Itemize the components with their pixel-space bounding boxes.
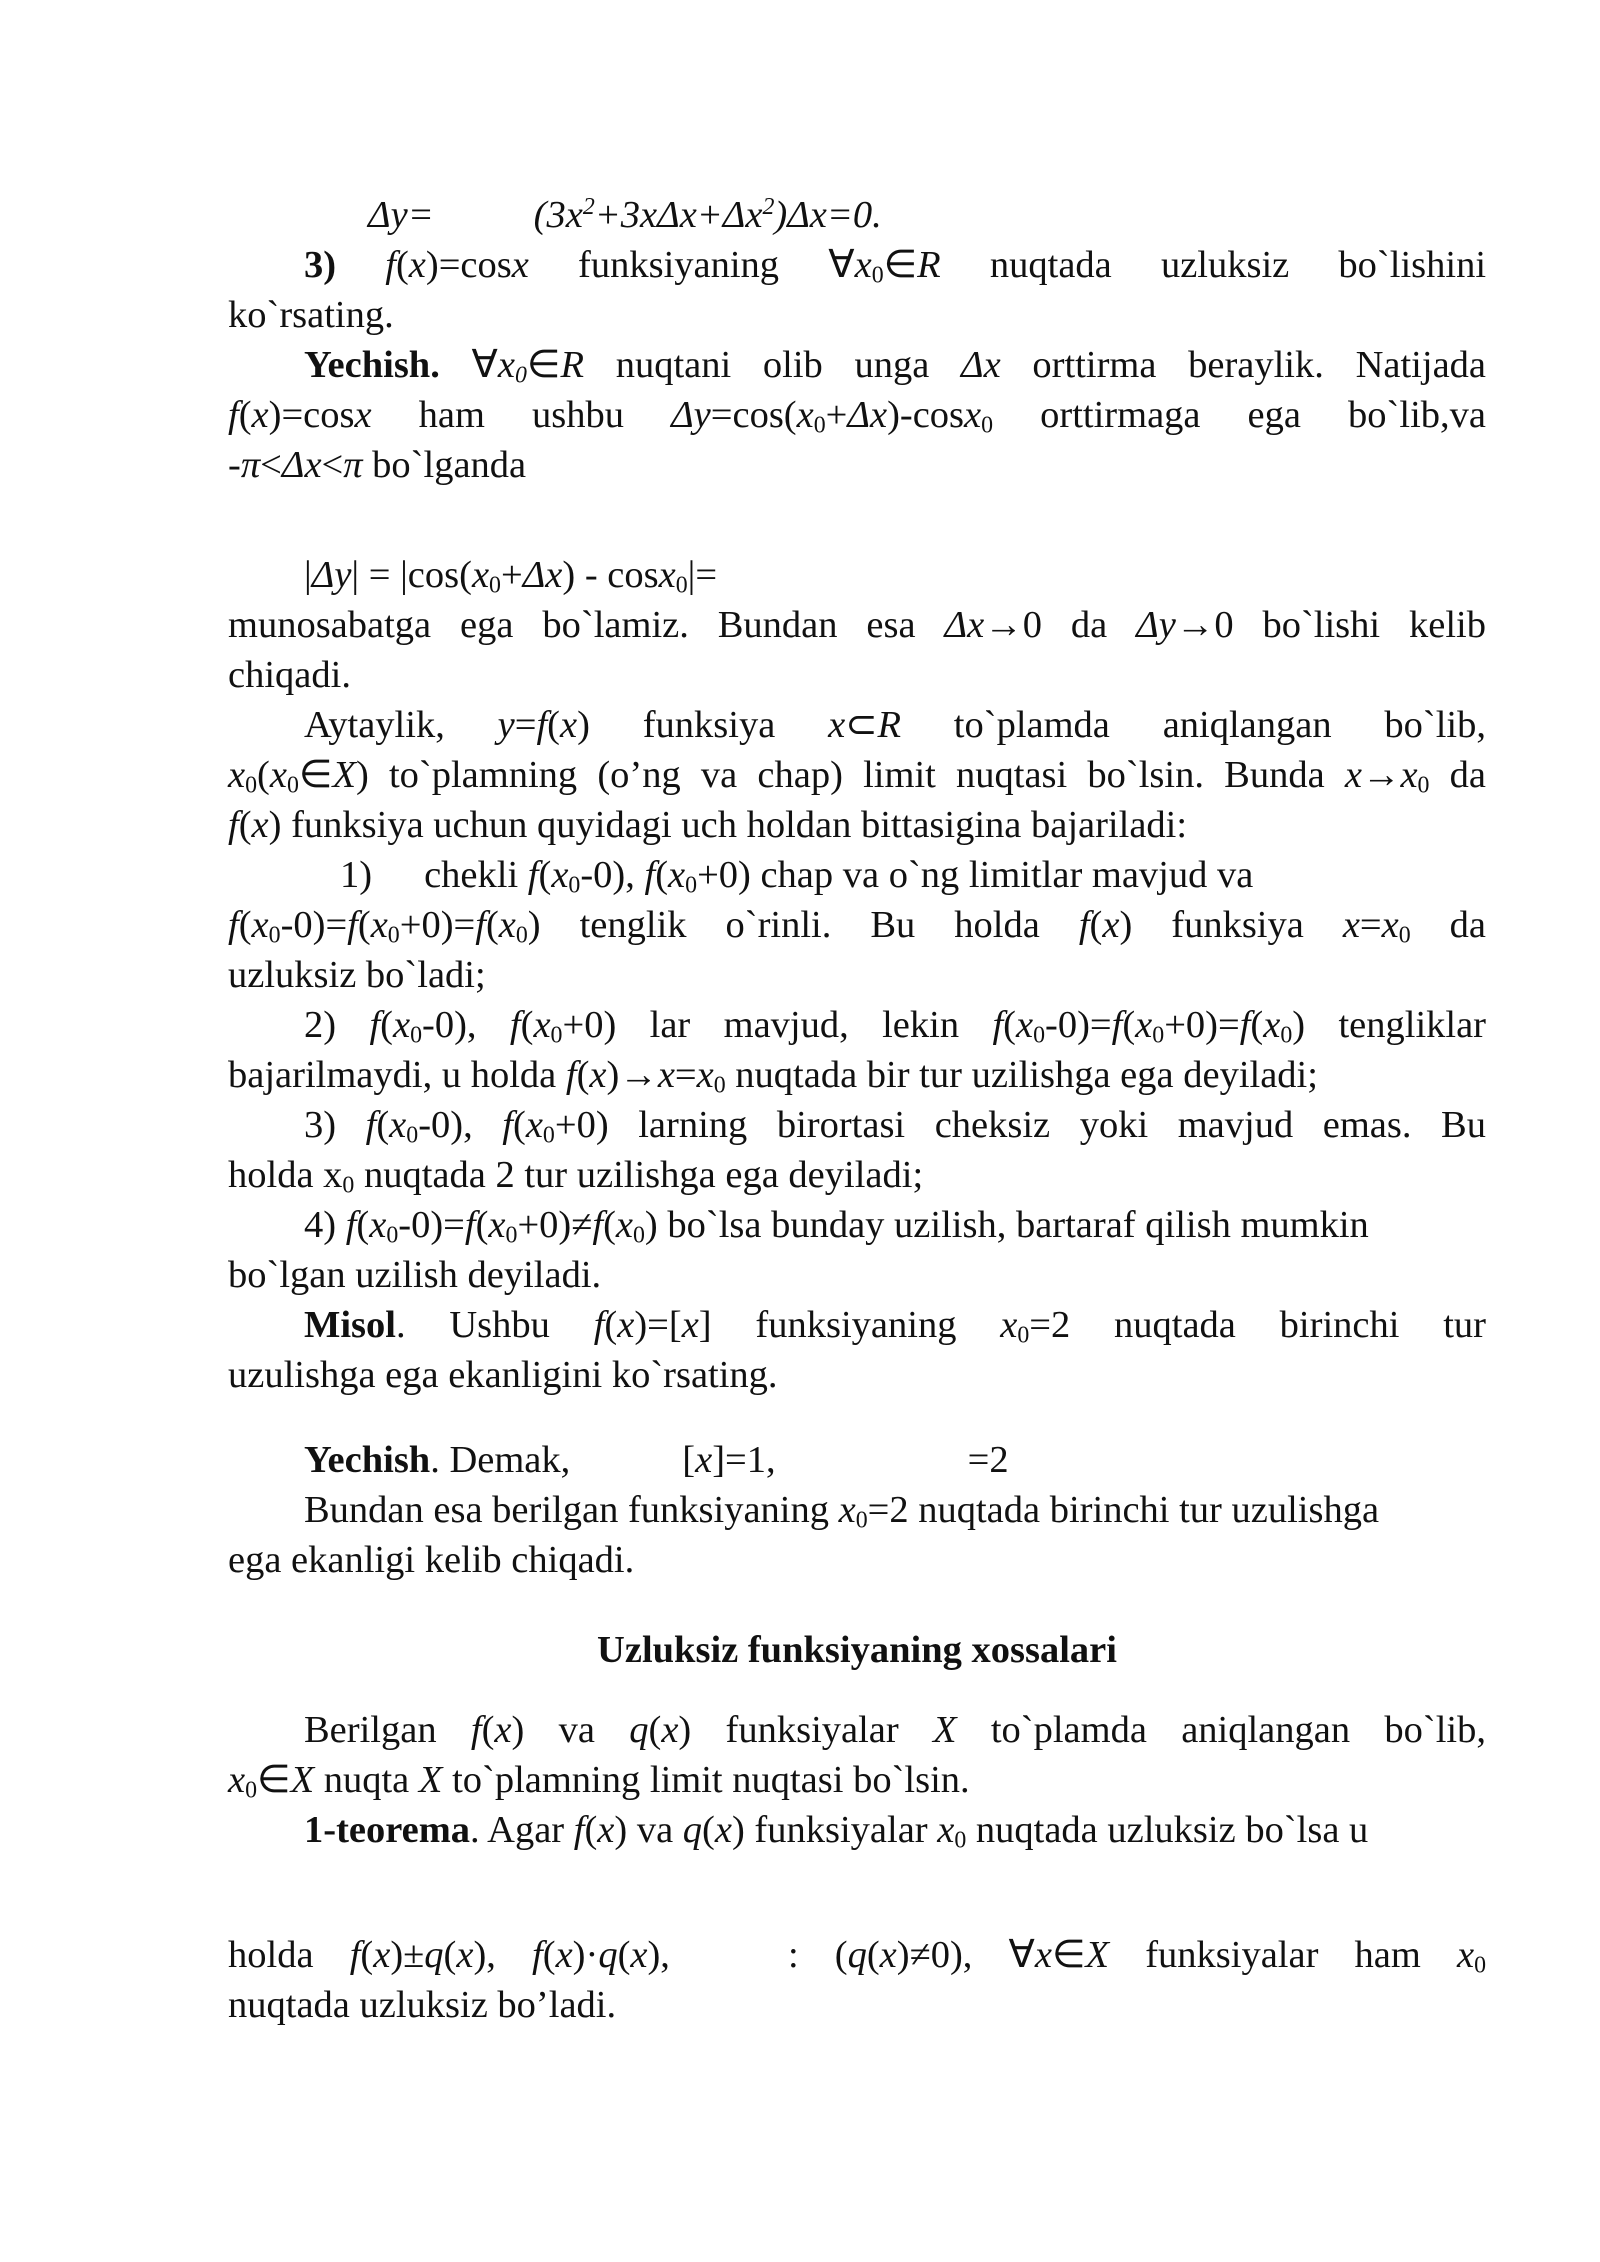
text-line: ega ekanligi kelib chiqadi. <box>228 1539 635 1581</box>
case-3: 3) $f(x_0-0)$, $f(x_0+0)$ larning birortasi cheksiz yoki mavjud emas. Bu <box>304 1104 1486 1149</box>
text-line: chiqadi. <box>228 654 351 696</box>
formula-delta-y: $\Delta y= (3x^2+3x\Delta x+\Delta x^2)\Delta x=0$. <box>368 193 882 236</box>
text-line: holda $x_0$ nuqtada 2 tur uzilishga ega deyiladi; <box>228 1154 924 1199</box>
section-intro: Berilgan f(x) va q(x) funksiyalar X to`plamda aniqlangan bo`lib, <box>304 1709 1486 1751</box>
text-line: $x_0(x_0\in X)$ to`plamning (o’ng va chap) limit nuqtasi bo`lsin. Bunda $x\to x_0$ da <box>228 754 1487 799</box>
text-line: $f(x_0-0)=f(x_0+0)=f(x_0)$ tenglik o`rinli. Bu holda f(x) funksiya $x=x_0$ da <box>228 904 1486 949</box>
text-line: nuqtada uzluksiz bo’ladi. <box>228 1984 617 2026</box>
example-statement: Misol. Ushbu f(x)=[x] funksiyaning $x_0=2$ nuqtada birinchi tur <box>304 1304 1486 1349</box>
section-heading: Uzluksiz funksiyaning xossalari <box>597 1629 1117 1671</box>
theorem-1: 1-teorema. Agar f(x) va q(x) funksiyalar $x_0$ nuqtada uzluksiz bo`lsa u <box>304 1809 1369 1854</box>
text-line: Bundan esa berilgan funksiyaning $x_0=2$ nuqtada birinchi tur uzulishga <box>304 1489 1380 1534</box>
text-line: f(x)=cosx ham ushbu $\Delta y=\cos(x_0+\Delta x)-\cos x_0$ orttirmaga ega bo`lib,va <box>228 394 1486 439</box>
text-line: $x_0\in X$ nuqta X to`plamning limit nuqtasi bo`lsin. <box>228 1759 970 1804</box>
example-solution: Yechish. Demak, [x]=1, =2 <box>304 1439 1009 1481</box>
case-4: 4) $f(x_0-0)=f(x_0+0)\ne f(x_0)$ bo`lsa bunday uzilish, bartaraf qilish mumkin <box>304 1204 1369 1249</box>
text-line: f(x) funksiya uchun quyidagi uch holdan bittasigina bajariladi: <box>228 804 1188 846</box>
text-line: bajarilmaydi, u holda $f(x)\to x=x_0$ nuqtada bir tur uzilishga ega deyiladi; <box>228 1054 1318 1099</box>
text-line: -π<Δx<π bo`lganda <box>228 444 527 486</box>
formula-abs-delta-y: $|\Delta y| = |\cos(x_0+\Delta x) - \cos x_0|=$ <box>304 554 718 599</box>
case-1: 1) chekli $f(x_0-0)$, $f(x_0+0)$ chap va o`ng limitlar mavjud va <box>340 854 1254 899</box>
definition-paragraph: Aytaylik, y=f(x) funksiya x⊂R to`plamda aniqlangan bo`lib, <box>304 704 1486 746</box>
text-line: holda f(x)±q(x), f(x)·q(x), : (q(x)≠0), ∀x∈X funksiyalar ham $x_0$ <box>228 1934 1486 1979</box>
example-3-statement: 3) f(x)=cosx funksiyaning $\forall x_0\in R$ nuqtada uzluksiz bo`lishini <box>304 244 1487 289</box>
solution-paragraph: Yechish. $\forall x_0\in R$ nuqtani olib unga Δx orttirma beraylik. Natijada <box>304 344 1486 389</box>
case-2: 2) $f(x_0-0)$, $f(x_0+0)$ lar mavjud, lekin $f(x_0-0)=f(x_0+0)=f(x_0)$ tengliklar <box>304 1004 1486 1049</box>
text-line: munosabatga ega bo`lamiz. Bundan esa Δx→0 da Δy→0 bo`lishi kelib <box>228 604 1487 646</box>
text-line: uzulishga ega ekanligini ko`rsating. <box>228 1354 778 1396</box>
text-line: ko`rsating. <box>228 294 394 336</box>
text-line: bo`lgan uzilish deyiladi. <box>228 1254 602 1296</box>
text-line: uzluksiz bo`ladi; <box>228 954 486 996</box>
